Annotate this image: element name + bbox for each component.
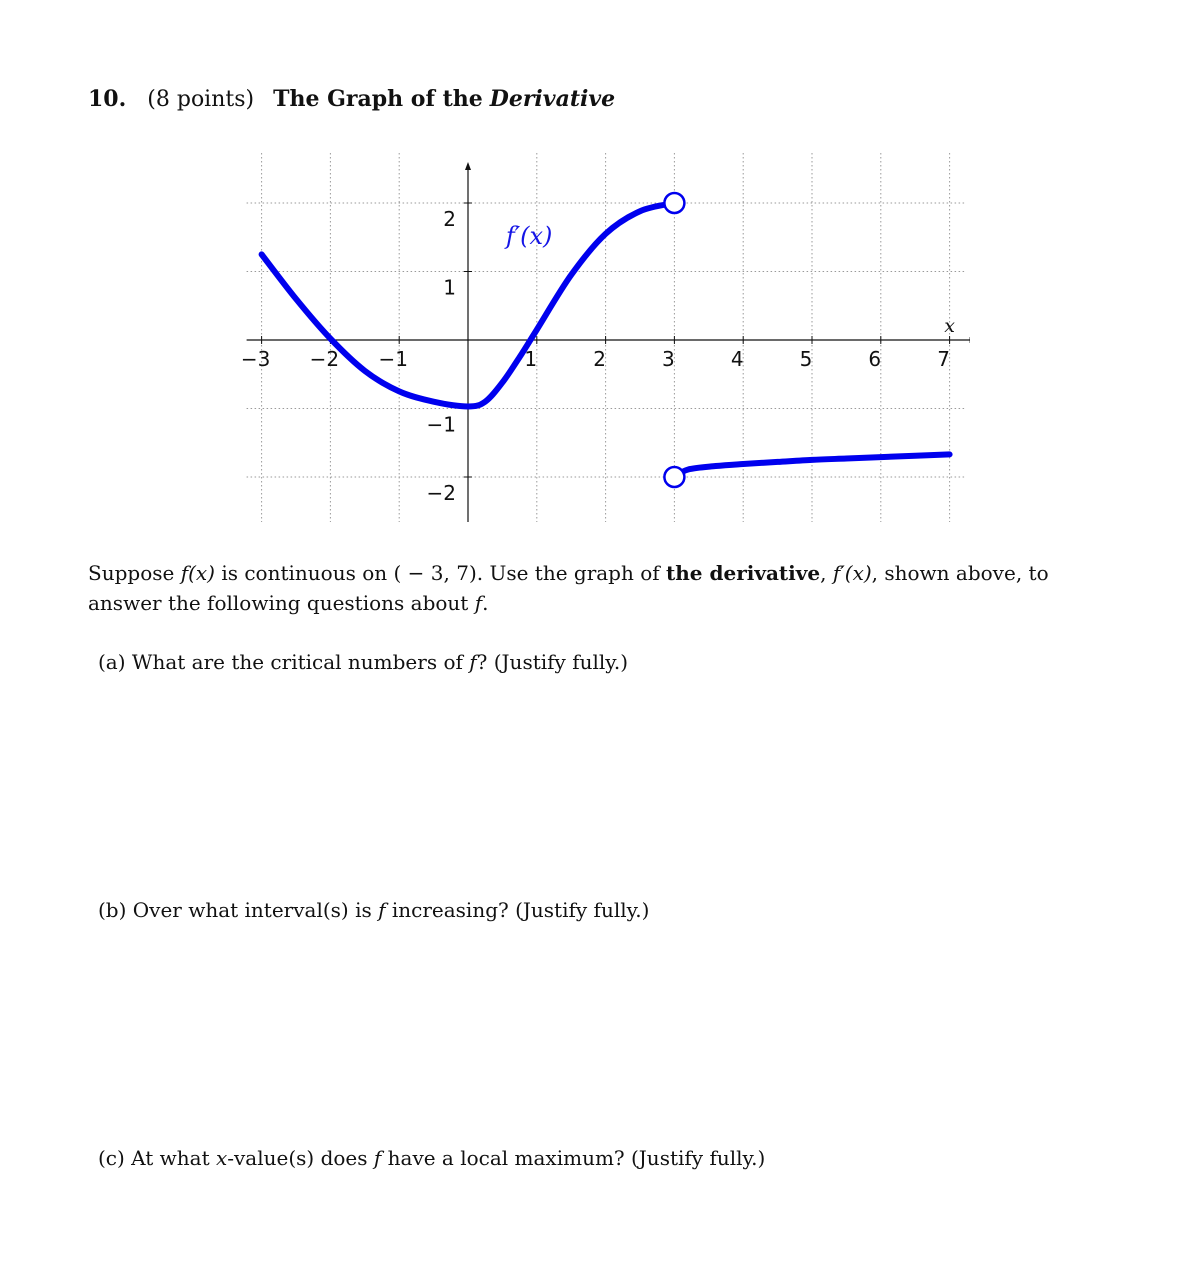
statement-text: , <box>820 561 833 585</box>
statement-bold: the derivative <box>666 561 821 585</box>
question-text: (b) Over what interval(s) is <box>98 898 379 922</box>
y-tick-label: 2 <box>443 207 456 231</box>
statement-text: is continuous on <box>214 561 394 585</box>
problem-statement <box>88 558 1098 618</box>
question-c <box>98 1146 765 1170</box>
curve-label: f′(x) <box>505 222 553 251</box>
statement-fprime: f′(x) <box>832 561 872 585</box>
question-text: (a) What are the critical numbers of <box>98 650 470 674</box>
x-tick-label: 5 <box>799 347 813 371</box>
open-endpoint-circle <box>664 467 684 487</box>
x-tick-label: 2 <box>593 347 606 371</box>
question-var: f <box>469 650 477 674</box>
open-endpoint-circle <box>664 193 684 213</box>
question-text: ? (Justify fully.) <box>476 650 629 674</box>
statement-text: . <box>482 591 489 615</box>
y-tick-label: −2 <box>426 481 456 505</box>
x-axis-label: x <box>944 315 955 337</box>
x-tick-label: 1 <box>524 347 538 371</box>
problem-title-emphasis: Derivative <box>489 86 616 112</box>
question-text: -value(s) does <box>227 1146 374 1170</box>
question-text: increasing? (Justify fully.) <box>385 898 650 922</box>
statement-interval: ( − 3, 7) <box>393 561 477 585</box>
problem-number: 10. <box>88 86 127 112</box>
derivative-graph <box>210 150 970 530</box>
problem-title: The Graph of the <box>273 86 483 112</box>
statement-text: , shown above, to answer the following questions about <box>88 561 1049 615</box>
problem-header <box>88 86 615 112</box>
x-tick-label: 6 <box>868 347 882 371</box>
question-text: have a local maximum? (Justify fully.) <box>381 1146 766 1170</box>
axes <box>247 162 970 522</box>
y-axis-arrow <box>465 162 471 170</box>
x-tick-label: 4 <box>730 347 744 371</box>
statement-text: . Use the graph of <box>476 561 667 585</box>
statement-text: Suppose <box>88 561 181 585</box>
x-tick-label: −3 <box>240 347 271 371</box>
statement-fx: f(x) <box>180 561 215 585</box>
question-a <box>98 650 628 674</box>
question-b <box>98 898 649 922</box>
y-tick-label: 1 <box>443 275 456 300</box>
y-tick-label: −1 <box>426 412 456 437</box>
x-tick-label: −1 <box>378 347 408 371</box>
question-text: (c) At what <box>98 1146 216 1170</box>
x-tick-label: 3 <box>662 347 675 371</box>
question-var: f <box>378 898 386 922</box>
statement-f: f <box>474 591 483 615</box>
question-var-f: f <box>373 1146 382 1170</box>
problem-points: (8 points) <box>147 87 255 112</box>
question-var-x: x <box>215 1146 228 1170</box>
x-tick-label: −2 <box>309 347 340 371</box>
x-tick-label: 7 <box>937 347 950 371</box>
